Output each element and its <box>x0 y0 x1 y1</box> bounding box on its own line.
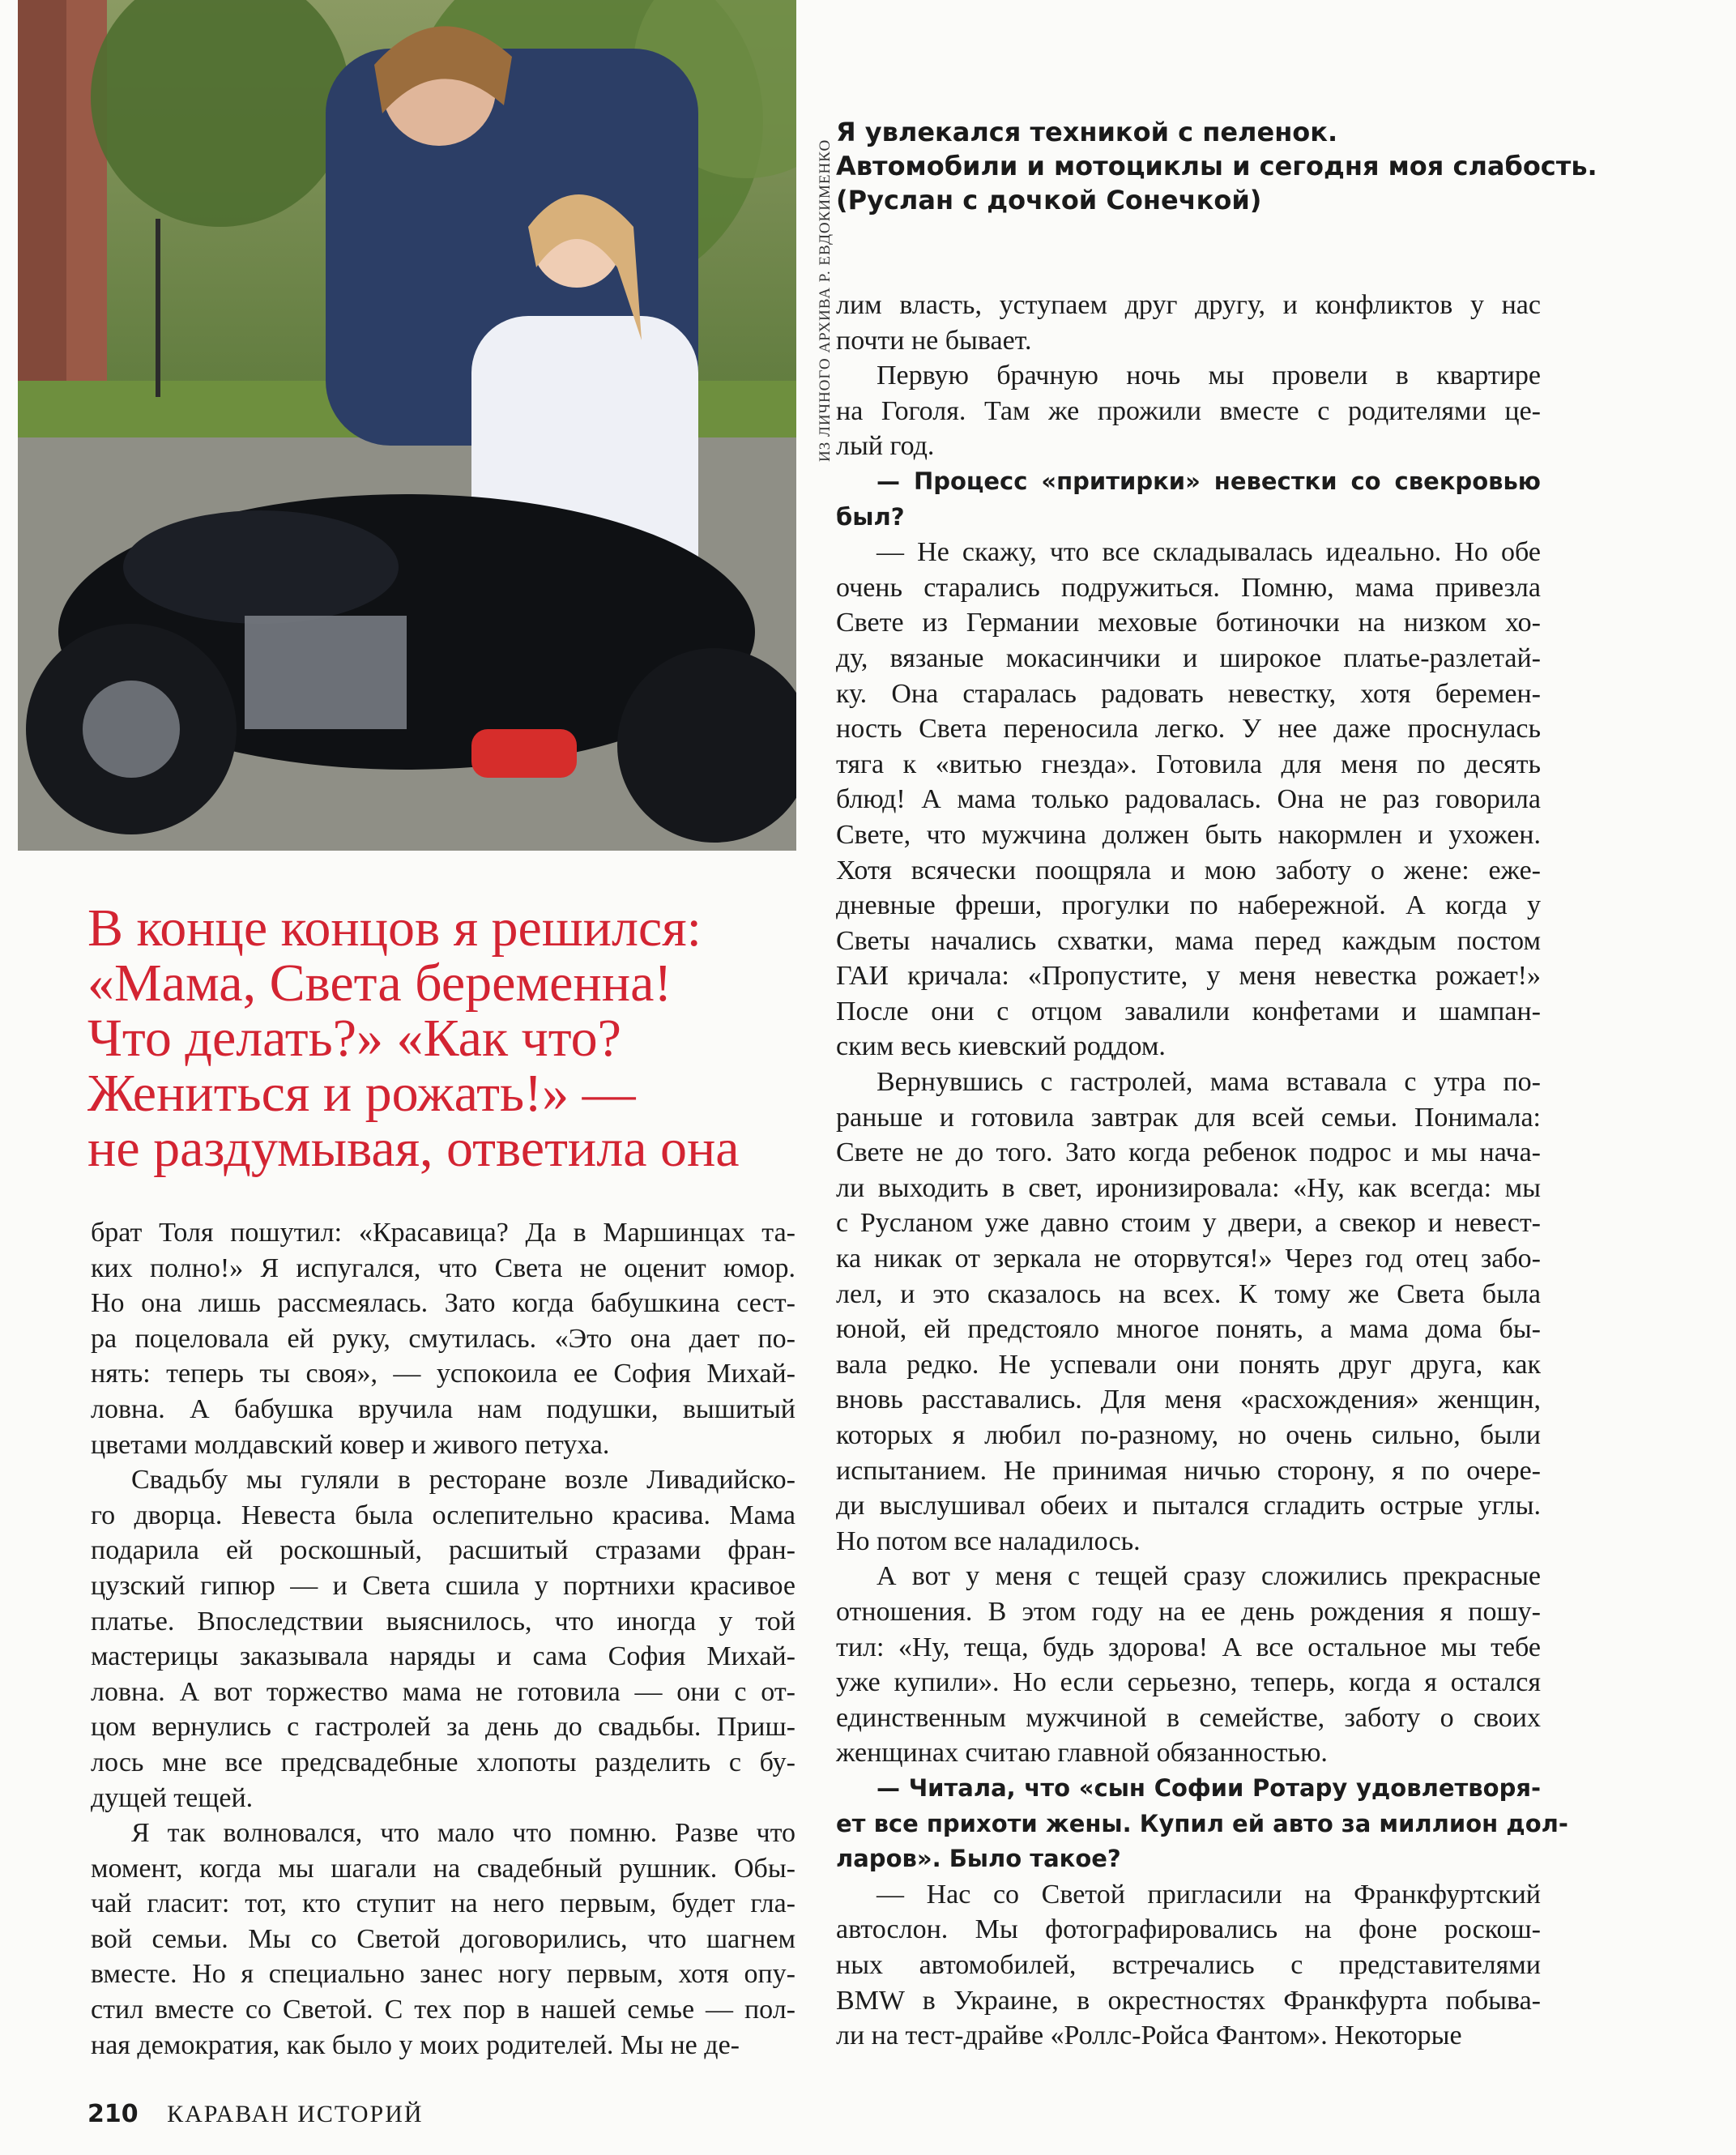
pull-quote-line: не раздумывая, ответила она <box>87 1119 740 1178</box>
text-line: цветами молдавский ковер и живого петуха. <box>91 1429 610 1460</box>
article-paragraph <box>836 1877 1541 2054</box>
photo-father-daughter-motorcycle <box>18 0 796 851</box>
text-line: вой семьи. Мы со Светой договорились, что шагнем <box>91 1923 795 1954</box>
text-line: раньше и готовила завтрак для всей семьи. Понимала: <box>836 1102 1541 1133</box>
text-line: блюд! А мама только радовалась. Она не раз говорила <box>836 784 1541 815</box>
text-line: Но она лишь рассмеялась. Зато когда бабушкина сест- <box>91 1288 795 1319</box>
text-line: вновь расставались. Для меня «расхождения» женщин, <box>836 1385 1541 1415</box>
text-line: которых я любил по-разному, но очень сильно, были <box>836 1420 1541 1450</box>
text-line: — Нас со Светой пригласили на Франкфуртский <box>877 1879 1541 1910</box>
caption-line: (Руслан с дочкой Сонечкой) <box>836 185 1262 216</box>
text-line: Но потом все наладилось. <box>836 1526 1141 1556</box>
text-line: Свете из Германии меховые ботиночки на низком хо- <box>836 608 1541 638</box>
text-line: тяга к «витью гнезда». Готовила для меня по десять <box>836 749 1541 779</box>
text-line: вместе. Но я специально занес ногу первым, хотя опу- <box>91 1959 795 1990</box>
text-line: платье. Впоследствии выяснилось, что иногда у той <box>91 1606 795 1637</box>
text-line: брат Толя пошутил: «Красавица? Да в Маршинцах та- <box>91 1218 795 1248</box>
text-line: испытанием. Не принимая ничью сторону, я по очере- <box>836 1455 1541 1486</box>
text-line: ка никак от зеркала не оторвутся!» Через год отец забо- <box>836 1244 1541 1274</box>
photo-credit: ИЗ ЛИЧНОГО АРХИВА Р. ЕВДОКИМЕНКО <box>817 139 834 462</box>
page-footer <box>87 2100 424 2128</box>
interview-question <box>836 464 1541 535</box>
text-line: ких полно!» Я испугался, что Света не оценит юмор. <box>91 1252 795 1283</box>
text-line: — Процесс «притирки» невестки со свекровью <box>877 467 1541 495</box>
article-paragraph <box>836 1559 1541 1771</box>
text-line: ку. Она старалась радовать невестку, хотя беремен- <box>836 678 1541 709</box>
text-line: Первую брачную ночь мы провели в квартире <box>877 361 1541 391</box>
text-line: стил вместе со Светой. С тех пор в нашей семье — пол- <box>91 1995 795 2025</box>
text-line: ра поцеловала ей руку, смутилась. «Это она дает по- <box>91 1323 795 1354</box>
photo-caption <box>836 115 1597 217</box>
text-line: дневные фреши, прогулки по набережной. А когда у <box>836 890 1541 921</box>
text-line: с Русланом уже давно стоим у двери, а свекор и невест- <box>836 1208 1541 1239</box>
text-line: ет все прихоти жены. Купил ей авто за миллион дол- <box>836 1809 1568 1837</box>
text-line: ским весь киевский роддом. <box>836 1031 1166 1062</box>
text-line: ли выходить в свет, иронизировала: «Ну, как всегда: мы <box>836 1172 1541 1203</box>
pull-quote <box>87 898 817 1178</box>
text-line: Светы начались схватки, мама перед каждым постом <box>836 925 1541 956</box>
text-line: ГАИ кричала: «Пропустите, у меня невестка рожает!» <box>836 961 1541 992</box>
text-line: — Не скажу, что все складывалась идеально. Но обе <box>877 537 1541 568</box>
caption-line: Я увлекался техникой с пеленок. <box>836 117 1338 147</box>
article-paragraph <box>836 1065 1541 1559</box>
text-line: момент, когда мы шагали на свадебный рушник. Обы- <box>91 1853 795 1884</box>
article-paragraph <box>91 1816 795 2063</box>
caption-line: Автомобили и мотоциклы и сегодня моя слабость. <box>836 151 1597 181</box>
text-line: Свете не до того. Зато когда ребенок подрос и мы нача- <box>836 1137 1541 1168</box>
text-line: подарила ей роскошный, расшитый стразами фран- <box>91 1535 795 1566</box>
text-line: цузский гипюр — и Света сшила у портнихи красивое <box>91 1570 795 1601</box>
article-paragraph <box>91 1215 795 1462</box>
pull-quote-line: «Мама, Света беременна! <box>87 954 672 1013</box>
pull-quote-line: В конце концов я решился: <box>87 898 702 958</box>
text-line: мастерицы заказывала наряды и сама София Михай- <box>91 1641 795 1672</box>
text-line: чай гласит: тот, кто ступит на него первым, будет гла- <box>91 1888 795 1919</box>
text-line: Свете, что мужчина должен быть накормлен и ухожен. <box>836 819 1541 850</box>
text-line: го дворца. Невеста была ослепительно красива. Мама <box>91 1500 795 1530</box>
text-line: женщинах считаю главной обязанностью. <box>836 1738 1328 1769</box>
text-line: ловна. А вот торжество мама не готовила — они с от- <box>91 1676 795 1707</box>
pull-quote-line: Жениться и рожать!» — <box>87 1064 636 1123</box>
article-column-left <box>91 1215 795 2063</box>
text-line: почти не бывает. <box>836 325 1032 356</box>
text-line: лел, и это сказалось на всех. К тому же Света была <box>836 1278 1541 1309</box>
text-line: ловна. А бабушка вручила нам подушки, вышитый <box>91 1393 795 1424</box>
text-line: единственным мужчиной в семействе, заботу о своих <box>836 1702 1541 1733</box>
text-line: Свадьбу мы гуляли в ресторане возле Ливадийско- <box>131 1465 795 1496</box>
text-line: лим власть, уступаем друг другу, и конфликтов у нас <box>836 290 1541 320</box>
text-line: цом вернулись с гастролей за день до свадьбы. Приш- <box>91 1712 795 1743</box>
article-paragraph <box>836 535 1541 1065</box>
text-line: ная демократия, как было у моих родителей. Мы не де- <box>91 2029 740 2060</box>
pull-quote-line: Что делать?» «Как что? <box>87 1009 621 1068</box>
text-line: BMW в Украине, в окрестностях Франкфурта побыва- <box>836 1985 1541 2016</box>
text-line: Вернувшись с гастролей, мама вставала с утра по- <box>877 1067 1541 1098</box>
article-column-right <box>836 288 1568 2054</box>
text-line: дущей тещей. <box>91 1782 254 1813</box>
text-line: ди выслушивал обеих и пытался сгладить острые углы. <box>836 1491 1541 1521</box>
magazine-name: КАРАВАН ИСТОРИЙ <box>167 2101 424 2127</box>
text-line: ду, вязаные мокасинчики и широкое платье-разлетай- <box>836 642 1541 673</box>
text-line: — Читала, что «сын Софии Ротару удовлетворя- <box>877 1773 1541 1802</box>
text-line: ларов». Было такое? <box>836 1845 1121 1873</box>
text-line: на Гоголя. Там же прожили вместе с родителями це- <box>836 395 1541 426</box>
text-line: был? <box>836 502 905 531</box>
article-paragraph <box>836 358 1541 464</box>
text-line: лый год. <box>836 431 935 462</box>
text-line: Я так волновался, что мало что помню. Разве что <box>131 1818 795 1849</box>
text-line: тил: «Ну, теща, будь здорова! А все остальное мы тебе <box>836 1632 1541 1662</box>
interview-question <box>836 1771 1568 1877</box>
article-photo <box>18 0 796 851</box>
text-line: ность Света переносила легко. У нее даже проснулась <box>836 714 1541 745</box>
text-line: уже купили». Но если серьезно, теперь, когда я остался <box>836 1667 1541 1698</box>
article-paragraph <box>91 1462 795 1816</box>
text-line: Хотя всячески поощряла и мою заботу о жене: еже- <box>836 855 1541 885</box>
text-line: нять: теперь ты своя», — успокоила ее София Михай- <box>91 1359 795 1389</box>
text-line: отношения. В этом году на ее день рождения я пошу- <box>836 1596 1541 1627</box>
text-line: вала редко. Не успевали они понять друг друга, как <box>836 1349 1541 1380</box>
text-line: автослон. Мы фотографировались на фоне роскош- <box>836 1914 1541 1945</box>
page-number: 210 <box>87 2100 139 2128</box>
text-line: ли на тест-драйве «Роллс-Ройса Фантом». Некоторые <box>836 2021 1462 2051</box>
text-line: А вот у меня с тещей сразу сложились прекрасные <box>877 1561 1541 1592</box>
text-line: очень старались подружиться. Помню, мама привезла <box>836 572 1541 603</box>
text-line: юной, ей предстояло многое понять, а мама дома бы- <box>836 1314 1541 1345</box>
text-line: ных автомобилей, встречались с представителями <box>836 1949 1541 1980</box>
text-line: лось мне все предсвадебные хлопоты разделить с бу- <box>91 1747 795 1777</box>
article-paragraph <box>836 288 1541 358</box>
text-line: После они с отцом завалили конфетами и шампан- <box>836 996 1541 1026</box>
